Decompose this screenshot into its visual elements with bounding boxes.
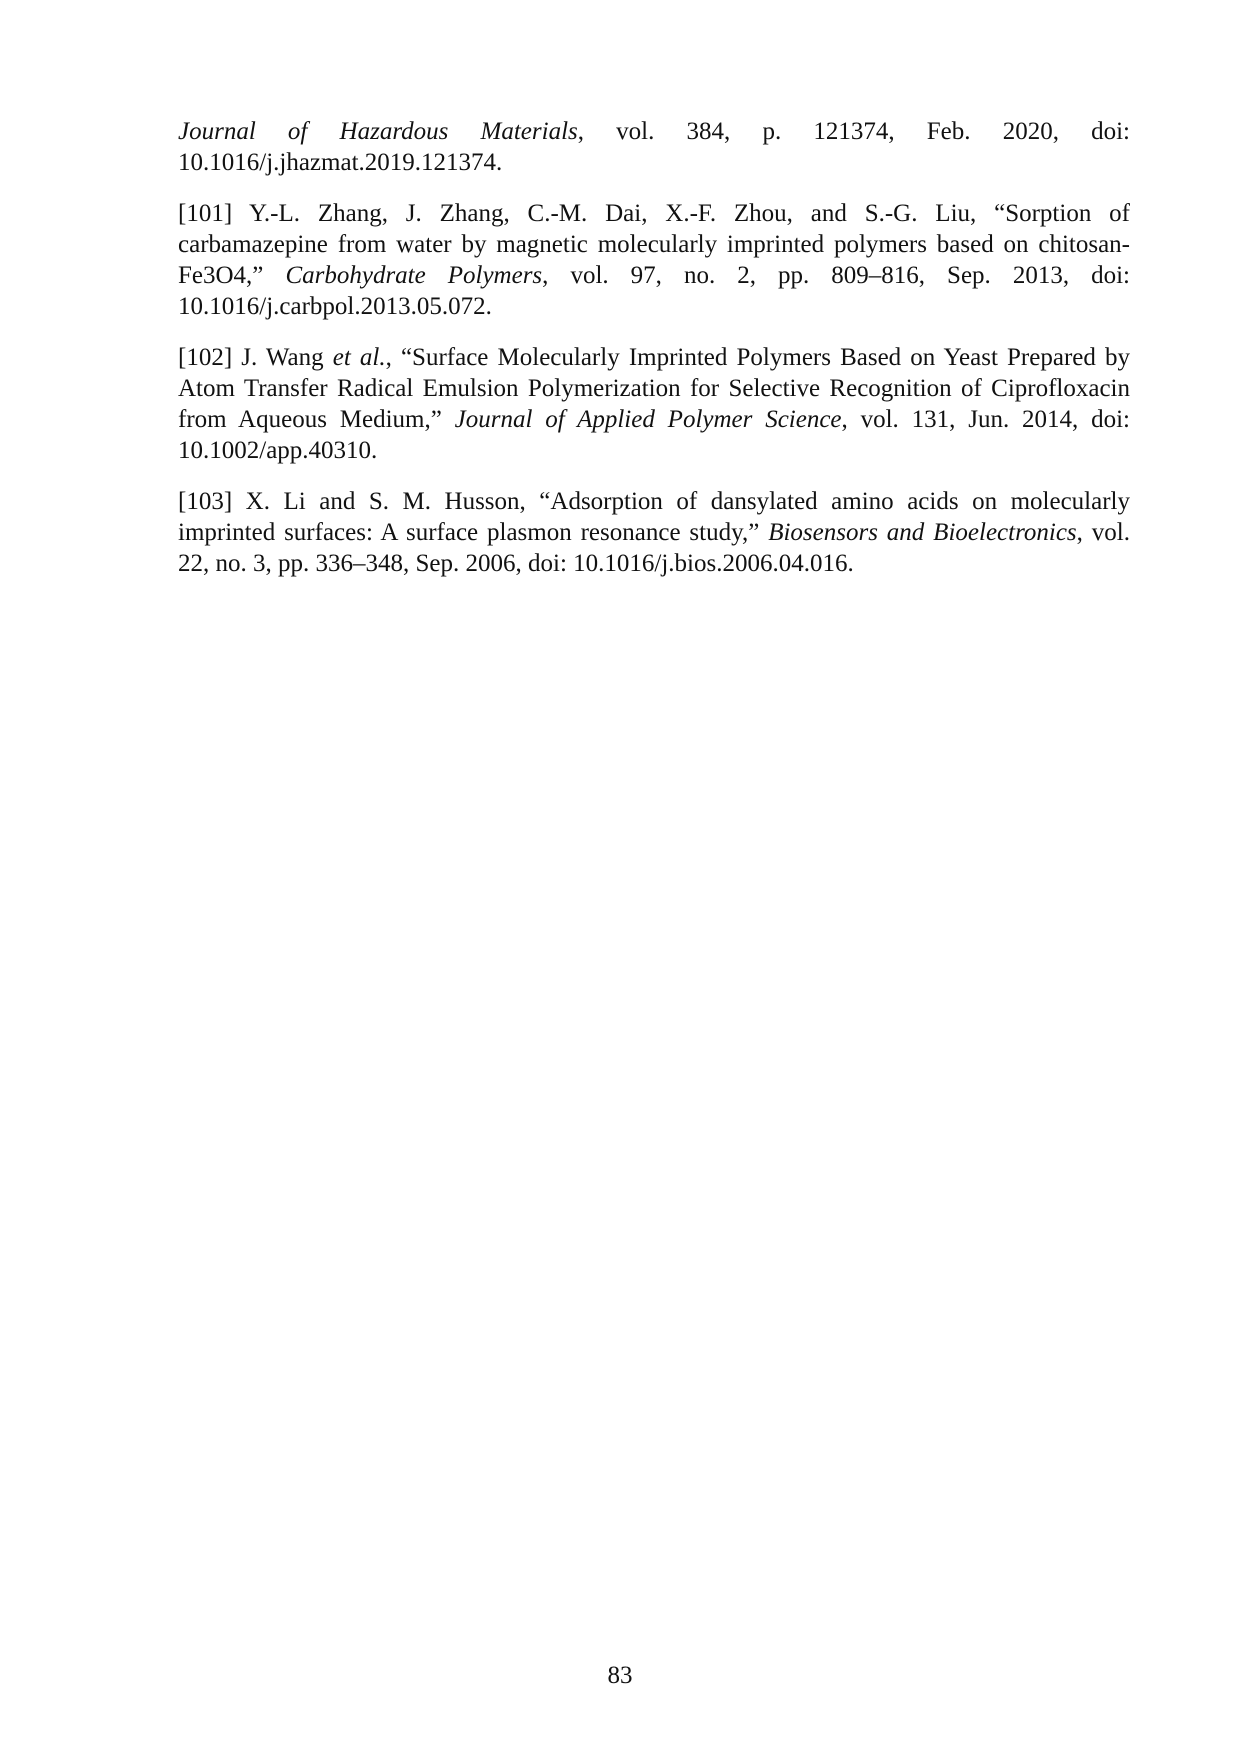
page-number: 83 bbox=[607, 1662, 633, 1689]
journal-title: Journal of Applied Polymer Science bbox=[454, 406, 842, 433]
journal-title: Biosensors and Bioelectronics bbox=[768, 519, 1077, 546]
journal-title: Carbohydrate Polymers bbox=[285, 262, 543, 289]
reference-text: [101] Y.-L. Zhang, J. Zhang, C.-M. Dai, X.-F. Zhou, and S.-G. Liu, “Sorption of carbamazepine from water by magnetic molecularly imprinted polymers based on chitosan-Fe3O4,” bbox=[178, 200, 1130, 289]
reference-entry bbox=[178, 486, 1130, 579]
reference-entry bbox=[178, 342, 1130, 466]
reference-text: , “Surface Molecularly Imprinted Polymers Based on Yeast Prepared by Atom Transfer Radical Emulsion Polymerization for Selective Recognition of Ciprofloxacin from Aqueous Medium,” bbox=[178, 344, 1130, 433]
journal-title: Journal of Hazardous Materials bbox=[178, 118, 578, 145]
reference-text: , vol. 22, no. 3, pp. 336–348, Sep. 2006, doi: 10.1016/j.bios.2006.04.016. bbox=[178, 519, 1130, 577]
reference-entry bbox=[178, 198, 1130, 322]
reference-text: , vol. 97, no. 2, pp. 809–816, Sep. 2013, doi: 10.1016/j.carbpol.2013.05.072. bbox=[178, 262, 1131, 320]
reference-entry bbox=[178, 116, 1130, 178]
et-al: et al. bbox=[332, 344, 386, 371]
reference-text: , vol. 131, Jun. 2014, doi: 10.1002/app.40310. bbox=[178, 406, 1130, 464]
reference-text: [103] X. Li and S. M. Husson, “Adsorption of dansylated amino acids on molecularly imprinted surfaces: A surface plasmon resonance study,” bbox=[178, 488, 1130, 546]
reference-text: , vol. 384, p. 121374, Feb. 2020, doi: 10.1016/j.jhazmat.2019.121374. bbox=[178, 118, 1130, 176]
reference-list bbox=[178, 116, 1130, 599]
reference-text: [102] J. Wang bbox=[178, 344, 333, 371]
